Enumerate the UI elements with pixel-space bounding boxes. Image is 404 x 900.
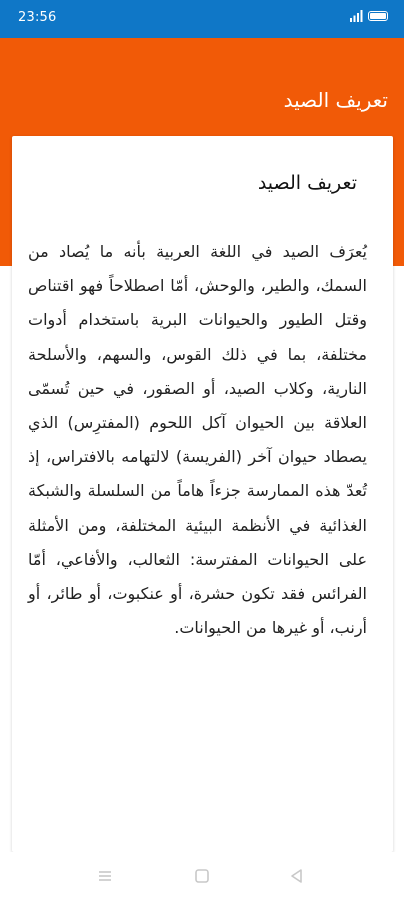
article-title: تعريف الصيد <box>257 172 357 194</box>
status-bar <box>0 0 404 38</box>
menu-icon[interactable] <box>96 867 114 885</box>
article-body: يُعرَف الصيد في اللغة العربية بأنه ما يُصاد من السمك، والطير، والوحش، أمّا اصطلاحاً فهو اقتناص وقتل الطيور والحيوانات البرية باستخدام أدوات مختلفة، بما في ذلك القوس، والسهم، والأسلحة النارية، وكلاب الصيد، أو الصقور، في حين تُسمّى العلاقة بين الحيوان آكل اللحوم (المفترِس) الذي يصطاد حيوان آخر (الفريسة) لالتهامه بالافتراس، إذ تُعدّ هذه الممارسة جزءاً هاماً من السلسلة والشبكة الغذائية في الأنظمة البيئية المختلفة، ومن الأمثلة على الحيوانات المفترسة: الثعالب، والأفاعي، أمّا الفرائس فقد تكون حشرة، أو عنكبوت، أو طائر، أو أرنب، أو غيرها من الحيوانات. <box>28 242 367 638</box>
home-icon[interactable] <box>193 867 211 885</box>
app-title: تعريف الصيد <box>283 88 388 112</box>
signal-icon <box>349 9 363 23</box>
status-time: 23:56 <box>18 10 57 25</box>
navigation-bar <box>0 852 404 900</box>
status-icons <box>349 9 388 23</box>
battery-icon <box>368 11 388 21</box>
back-icon[interactable] <box>288 867 306 885</box>
article-card <box>12 136 393 852</box>
